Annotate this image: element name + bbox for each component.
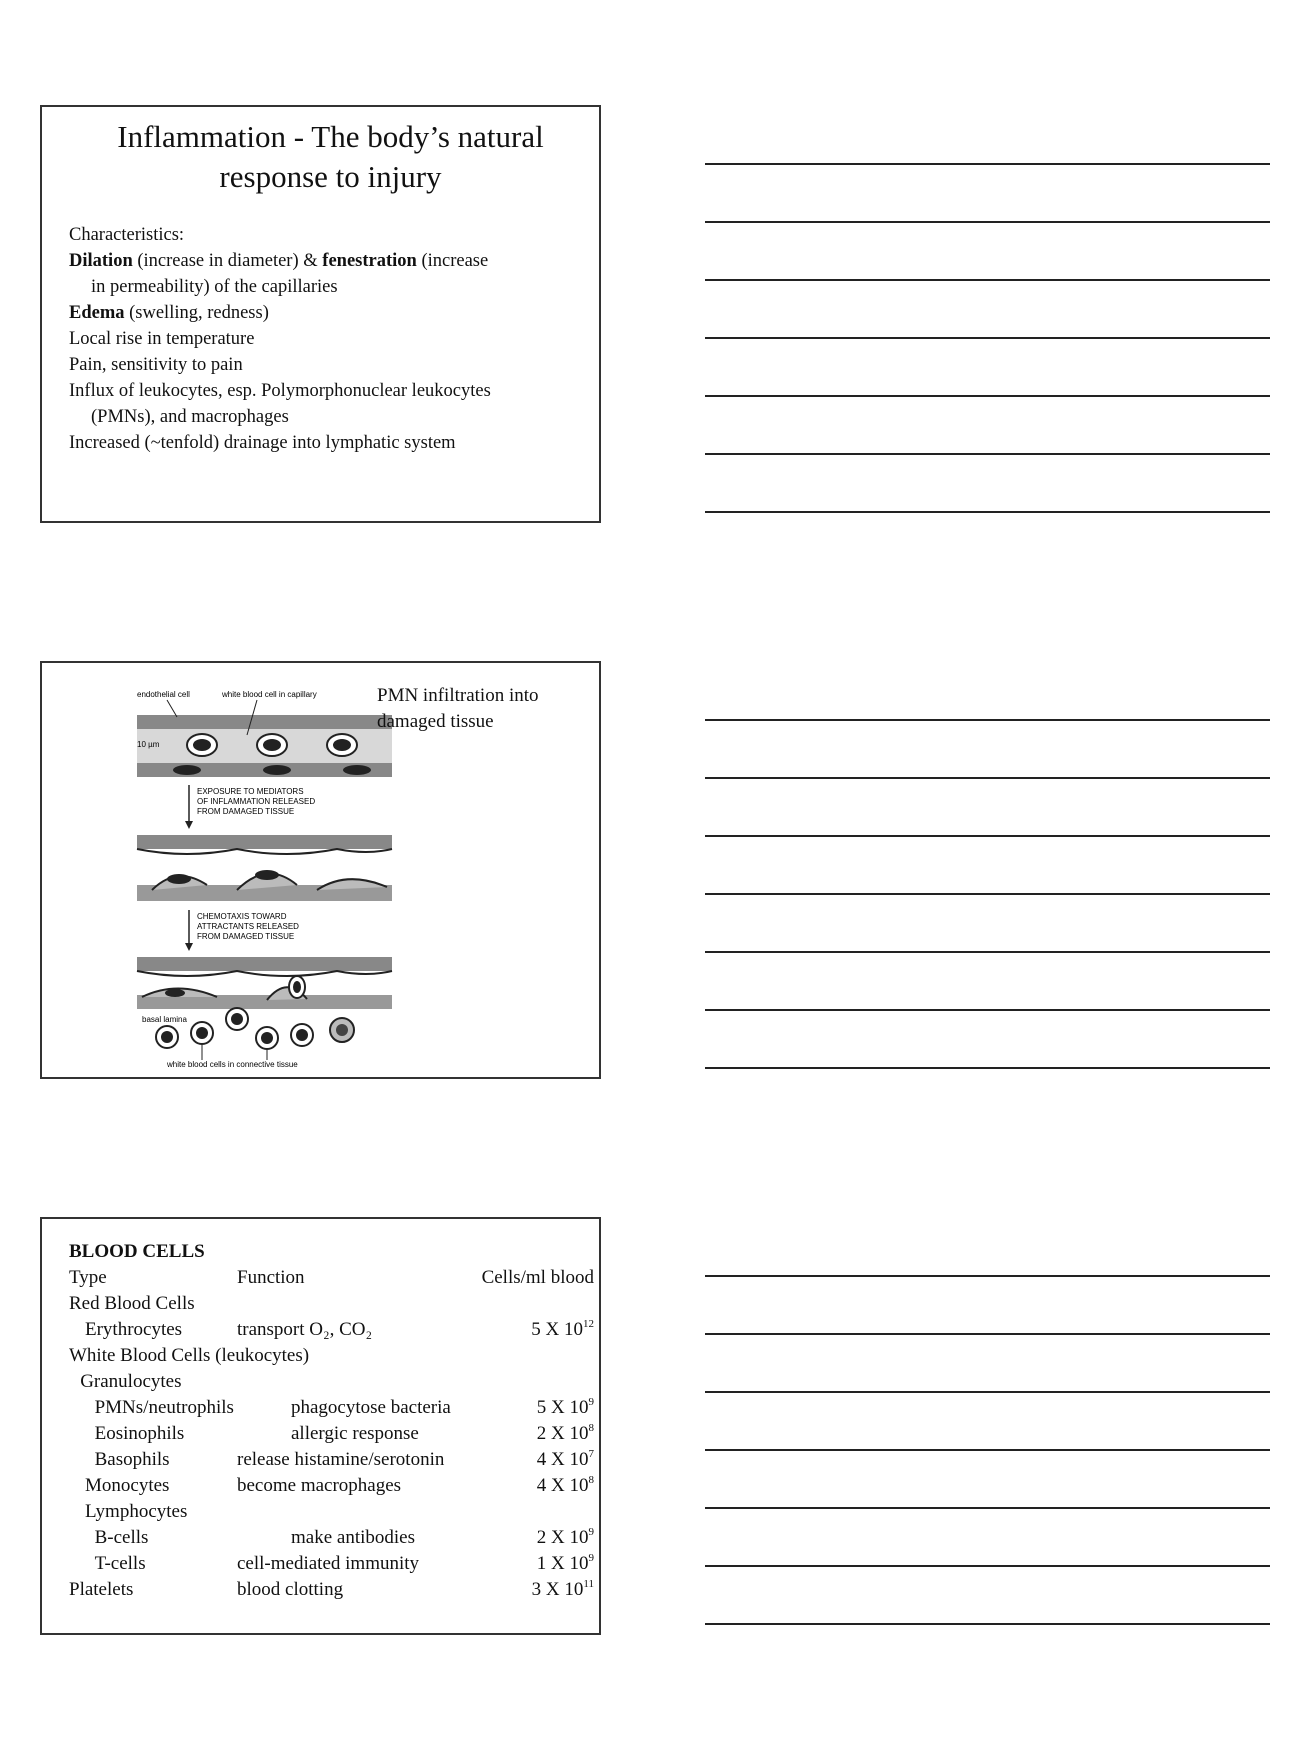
table-row xyxy=(69,1369,594,1395)
slide-inflammation xyxy=(40,105,601,523)
cell-type: B-cells xyxy=(94,1527,149,1548)
note-line xyxy=(705,835,1270,837)
table-row xyxy=(69,1447,594,1473)
cell-type: Erythrocytes xyxy=(85,1319,183,1340)
table-header-row xyxy=(69,1265,594,1291)
characteristics-intro: Characteristics: xyxy=(69,225,185,245)
item-text: Local rise in temperature xyxy=(69,329,255,349)
characteristic-item-continued: (PMNs), and macrophages xyxy=(91,407,289,427)
characteristic-item xyxy=(69,300,579,326)
count-base: 5 X 10 xyxy=(536,1397,589,1418)
count-exponent: 9 xyxy=(588,1526,594,1538)
blood-cells-table xyxy=(69,1239,594,1603)
note-line xyxy=(705,1009,1270,1011)
note-line xyxy=(705,1391,1270,1393)
table-row xyxy=(69,1525,594,1551)
characteristic-item xyxy=(69,352,579,378)
cell-function: allergic response xyxy=(291,1423,419,1444)
note-line xyxy=(705,1067,1270,1069)
note-line xyxy=(705,337,1270,339)
cell-count xyxy=(531,1317,594,1343)
item-text: Influx of leukocytes, esp. Polymorphonuclear leukocytes xyxy=(69,381,491,401)
cell-function: become macrophages xyxy=(237,1475,402,1496)
note-line xyxy=(705,279,1270,281)
step1-line1: EXPOSURE TO MEDIATORS xyxy=(197,787,304,796)
cell-type: T-cells xyxy=(94,1553,146,1574)
characteristic-item-continued: in permeability) of the capillaries xyxy=(91,277,338,297)
note-line xyxy=(705,1565,1270,1567)
count-exponent: 9 xyxy=(588,1552,594,1564)
slide-caption: PMN infiltration into damaged tissue xyxy=(377,685,539,732)
step2-line2: ATTRACTANTS RELEASED xyxy=(197,922,299,931)
bold-term: Dilation xyxy=(69,251,133,271)
count-exponent: 12 xyxy=(583,1318,594,1330)
count-base: 3 X 10 xyxy=(531,1579,584,1600)
cell-function: cell-mediated immunity xyxy=(237,1553,420,1574)
cell-count xyxy=(537,1551,594,1577)
item-text: (swelling, redness) xyxy=(124,303,269,323)
table-title: BLOOD CELLS xyxy=(69,1241,205,1262)
count-exponent: 8 xyxy=(588,1422,594,1434)
table-row xyxy=(69,1421,594,1447)
cell-count xyxy=(537,1473,594,1499)
slide-pmn-infiltration xyxy=(40,661,601,1079)
cell-function: transport O₂, CO₂ xyxy=(237,1319,373,1340)
item-text: (increase xyxy=(416,251,489,271)
cell-count xyxy=(537,1447,594,1473)
label-wbc-capillary: white blood cell in capillary xyxy=(222,690,317,699)
count-base: 4 X 10 xyxy=(536,1449,589,1470)
label-endothelial-cell: endothelial cell xyxy=(137,690,190,699)
capillary-wall-top xyxy=(137,715,392,729)
slide-title: Inflammation - The body’s natural response to injury xyxy=(117,119,544,194)
label-wbc-tissue: white blood cells in connective tissue xyxy=(167,1060,298,1069)
step2-line1: CHEMOTAXIS TOWARD xyxy=(197,912,287,921)
cell-function: phagocytose bacteria xyxy=(291,1397,451,1418)
count-base: 2 X 10 xyxy=(536,1423,589,1444)
count-exponent: 9 xyxy=(588,1396,594,1408)
cell-type: Red Blood Cells xyxy=(69,1293,195,1314)
note-line xyxy=(705,951,1270,953)
bold-term: fenestration xyxy=(322,251,417,271)
bold-term: Edema xyxy=(69,303,125,323)
table-row xyxy=(69,1551,594,1577)
count-base: 5 X 10 xyxy=(531,1319,583,1340)
note-line xyxy=(705,893,1270,895)
cell-type: White Blood Cells (leukocytes) xyxy=(69,1345,310,1366)
slide-blood-cells xyxy=(40,1217,601,1635)
cell-function: make antibodies xyxy=(291,1527,415,1548)
characteristic-item xyxy=(69,326,579,352)
table-row xyxy=(69,1577,594,1603)
count-base: 4 X 10 xyxy=(536,1475,589,1496)
cell-type: Eosinophils xyxy=(94,1423,185,1444)
cell-count xyxy=(537,1525,594,1551)
item-text: Pain, sensitivity to pain xyxy=(69,355,243,375)
cell-type: PMNs/neutrophils xyxy=(94,1397,234,1418)
note-line xyxy=(705,395,1270,397)
cell-count xyxy=(537,1395,594,1421)
cell-type: Granulocytes xyxy=(80,1371,182,1392)
note-line xyxy=(705,453,1270,455)
note-line xyxy=(705,163,1270,165)
note-line xyxy=(705,1623,1270,1625)
note-line xyxy=(705,221,1270,223)
count-exponent: 8 xyxy=(588,1474,594,1486)
characteristic-item xyxy=(69,430,579,456)
header-count: Cells/ml blood xyxy=(481,1267,594,1288)
step2-line3: FROM DAMAGED TISSUE xyxy=(197,932,295,941)
label-scale: 10 µm xyxy=(137,740,160,749)
cell-type: Basophils xyxy=(94,1449,170,1470)
pmn-infiltration-diagram xyxy=(97,675,397,1075)
label-basal-lamina: basal lamina xyxy=(142,1015,187,1024)
cell-count xyxy=(537,1421,594,1447)
note-line xyxy=(705,1333,1270,1335)
table-row xyxy=(69,1395,594,1421)
count-exponent: 7 xyxy=(588,1448,594,1460)
table-row xyxy=(69,1291,594,1317)
header-function: Function xyxy=(237,1267,305,1288)
count-exponent: 11 xyxy=(583,1578,594,1590)
note-line xyxy=(705,719,1270,721)
cell-function: release histamine/serotonin xyxy=(237,1449,445,1470)
cell-type: Monocytes xyxy=(85,1475,170,1496)
characteristic-item xyxy=(69,378,579,404)
note-line xyxy=(705,1507,1270,1509)
item-text: (increase in diameter) & xyxy=(132,251,323,271)
cell-function: blood clotting xyxy=(237,1579,344,1600)
step1-line2: OF INFLAMMATION RELEASED xyxy=(197,797,316,806)
table-row xyxy=(69,1343,594,1369)
note-line xyxy=(705,1275,1270,1277)
table-row xyxy=(69,1473,594,1499)
header-type: Type xyxy=(69,1267,107,1288)
note-line xyxy=(705,1449,1270,1451)
count-base: 1 X 10 xyxy=(536,1553,589,1574)
cell-type: Lymphocytes xyxy=(85,1501,188,1522)
characteristics-list xyxy=(69,222,579,456)
note-line xyxy=(705,777,1270,779)
count-base: 2 X 10 xyxy=(536,1527,589,1548)
table-row xyxy=(69,1499,594,1525)
item-text: Increased (~tenfold) drainage into lymphatic system xyxy=(69,433,456,453)
characteristic-item xyxy=(69,248,579,274)
cell-type: Platelets xyxy=(69,1579,134,1600)
table-row xyxy=(69,1317,594,1343)
step1-line3: FROM DAMAGED TISSUE xyxy=(197,807,295,816)
note-line xyxy=(705,511,1270,513)
cell-count xyxy=(532,1577,594,1603)
